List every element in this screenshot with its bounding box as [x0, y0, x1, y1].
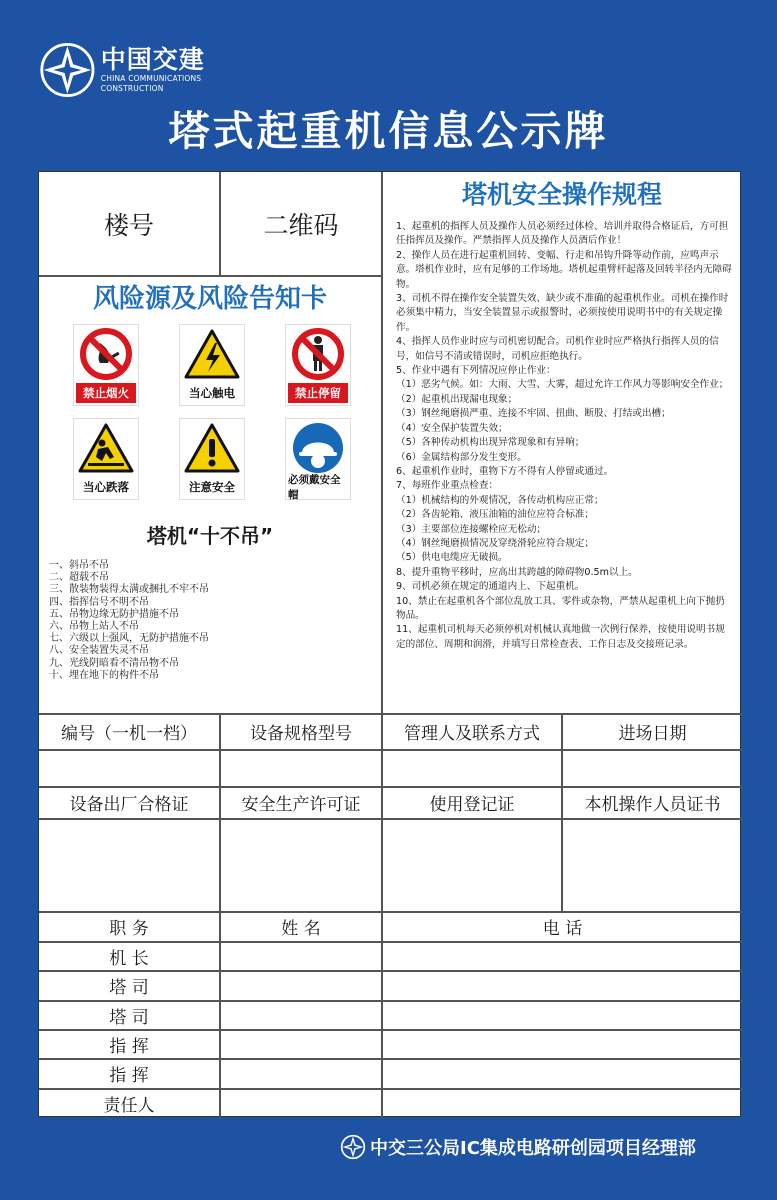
no-staying-icon: [288, 327, 348, 381]
sign-caution: [179, 418, 245, 500]
rule-line: （4）安全保护装置失效；: [396, 422, 508, 434]
sign-label: 禁止停留: [288, 383, 348, 403]
sign-label: 注意安全: [182, 477, 242, 497]
rule-line: （3）主要部位连接螺栓应无松动；: [396, 523, 547, 535]
sign-fall-hazard: [73, 418, 139, 500]
header-factory-certificate: 设备出厂合格证: [69, 795, 189, 815]
operation-rules-title: 塔机安全操作规程: [461, 180, 662, 209]
rule-line: 8、提升重物平移时，应高出其跨越的障碍物0.5m以上。: [396, 566, 638, 578]
header-safety-license: 安全生产许可证: [241, 795, 361, 815]
header-position: 职 务: [109, 919, 149, 939]
role-crane-driver: 塔 司: [109, 1007, 149, 1028]
list-item: 十、埋在地下的构件不吊: [49, 669, 159, 681]
ten-no-lift-list: [49, 560, 369, 682]
operation-rules-body: [396, 220, 732, 652]
list-item: 四、指挥信号不明不吊: [49, 596, 149, 608]
building-number-label: 楼号: [103, 210, 154, 240]
caution-icon: [182, 421, 242, 475]
list-item: 二、超载不吊: [49, 572, 109, 584]
rule-line: 11、起重机司机每天必须停机对机械认真地做一次例行保养，按使用说明书规定的部位、周期和润滑，并填写日常检查表、工作日志及交接班记录。: [396, 624, 725, 650]
role-signalman: 指 挥: [109, 1036, 149, 1057]
list-item: 一、斜吊不吊: [49, 560, 109, 571]
qr-code-label: 二维码: [263, 210, 339, 240]
header-name: 姓 名: [281, 919, 321, 939]
rule-line: 2、操作人员在进行起重机回转、变幅、行走和吊钩升降等动作前，应鸣声示意。塔机作业时，应有足够的工作场地。塔机起重臂杆起落及回转半径内无障碍物。: [396, 249, 732, 290]
rule-line: （3）钢丝绳磨损严重、连接不牢固、扭曲、断股、打结或出槽；: [396, 408, 671, 420]
sign-no-fire: [73, 324, 139, 406]
page-title: 塔式起重机信息公示牌: [168, 107, 609, 155]
role-crane-driver: 塔 司: [109, 978, 149, 998]
rule-line: 1、起重机的指挥人员及操作人员必须经过体检、培训并取得合格证后，方可担任指挥员及操作。严禁指挥人员及操作人员酒后作业！: [396, 221, 729, 247]
header-registration-certificate: 使用登记证: [429, 795, 515, 815]
sign-label: 当心跌落: [76, 477, 136, 497]
sign-label: 必须戴安全帽: [288, 477, 348, 497]
role-captain: 机 长: [109, 948, 149, 969]
sign-no-staying: [285, 324, 351, 406]
electric-shock-icon: [182, 327, 242, 381]
rule-line: 5、作业中遇有下列情况应停止作业：: [396, 365, 556, 377]
header-phone: 电 话: [542, 919, 583, 939]
no-fire-icon: [76, 327, 136, 381]
rule-line: （5）各种传动机构出现异常现象和有异响；: [396, 437, 585, 449]
list-item: 九、光线阴暗看不清吊物不吊: [49, 657, 179, 669]
list-item: 五、吊物边缘无防护措施不吊: [49, 608, 179, 620]
logo-name-en: CHINA COMMUNICATIONS CONSTRUCTION: [100, 74, 202, 93]
rule-line: （6）金属结构部分发生变形。: [396, 451, 527, 463]
helmet-icon: [288, 421, 348, 475]
footer: [340, 1130, 696, 1164]
rule-line: 7、每班作业重点检查：: [396, 480, 499, 492]
company-logo: [38, 38, 258, 102]
sign-helmet: [285, 418, 351, 500]
rule-line: （1）机械结构的外观情况，各传动机构应正常；: [396, 494, 604, 506]
info-board: [38, 171, 741, 1117]
sign-electric-shock: [179, 324, 245, 406]
rule-line: 3、司机不得在操作安全装置失效、缺少或不准确的起重机作业。司机在操作时必须集中精力，当安全装置显示或报警时，必须按使用说明书中的有关规定操作。: [396, 293, 729, 333]
rule-line: （2）各齿轮箱、液压油箱的油位应符合标准；: [396, 509, 594, 521]
rule-line: 10、禁止在起重机各个部位乱放工具、零件或杂物，严禁从起重机上向下抛扔物品。: [396, 595, 725, 621]
header-equipment-model: 设备规格型号: [250, 724, 352, 744]
fall-hazard-icon: [76, 421, 136, 475]
ccc-logo-icon: [38, 39, 97, 101]
rule-line: 4、指挥人员作业时应与司机密切配合。司机作业时应严格执行指挥人员的信号，如信号不清或错误时，司机应拒绝执行。: [396, 336, 719, 362]
risk-card-title: 风险源及风险告知卡: [92, 284, 327, 314]
sign-label: 当心触电: [182, 383, 242, 403]
header-operator-certificate: 本机操作人员证书: [584, 795, 721, 815]
rule-line: 9、司机必须在规定的通道内上、下起重机。: [396, 581, 585, 593]
rule-line: （2）起重机出现漏电现象；: [396, 393, 518, 405]
rule-line: （1）恶劣气候。如：大雨、大雪、大雾，超过允许工作风力等影响安全作业；: [396, 379, 729, 391]
footer-text: 中交三公局IC集成电路研创园项目经理部: [370, 1138, 696, 1159]
header-manager-contact: 管理人及联系方式: [404, 724, 540, 744]
header-equipment-id: 编号（一机一档）: [61, 724, 197, 744]
header-entry-date: 进场日期: [618, 724, 687, 744]
sign-label: 禁止烟火: [76, 383, 136, 403]
list-item: 八、安全装置失灵不吊: [49, 645, 149, 657]
ccc-logo-icon: [340, 1134, 366, 1160]
ten-no-lift-title: 塔机“十不吊”: [146, 524, 274, 548]
logo-name-cn: 中国交建: [100, 45, 205, 74]
role-signalman: 指 挥: [109, 1066, 149, 1086]
role-responsible-person: 责任人: [103, 1095, 155, 1116]
rule-line: （5）供电电缆应无破损。: [396, 552, 508, 564]
rule-line: （4）钢丝绳磨损情况及穿绕滑轮应符合规定；: [396, 537, 594, 549]
list-item: 七、六级以上强风，无防护措施不吊: [49, 633, 209, 645]
rule-line: 6、起重机作业时，重物下方不得有人停留或通过。: [396, 465, 614, 477]
list-item: 六、吊物上站人不吊: [49, 621, 139, 633]
list-item: 三、散装物装得太满或捆扎不牢不吊: [49, 584, 209, 596]
